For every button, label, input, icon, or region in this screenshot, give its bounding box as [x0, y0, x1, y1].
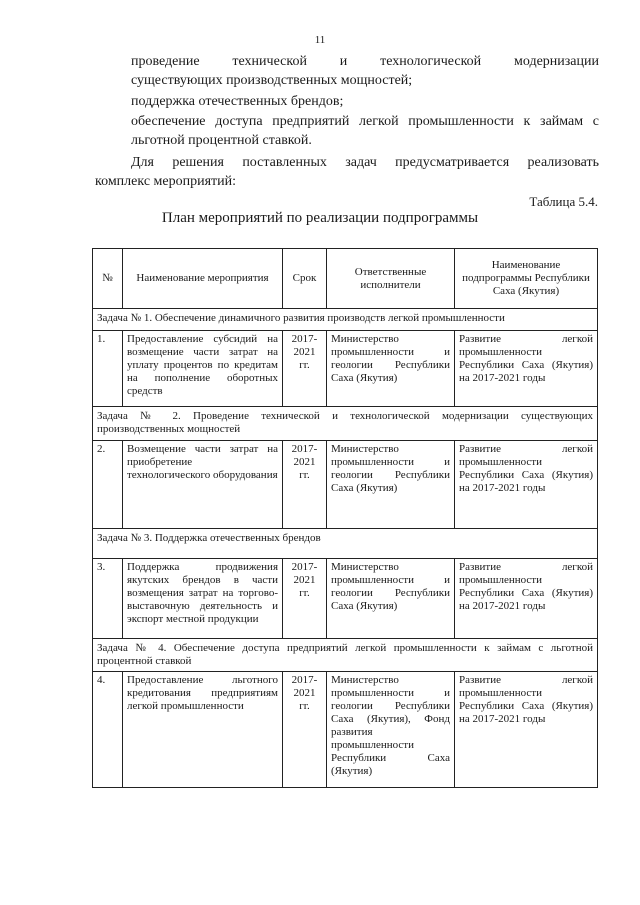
row-4-exec: Министерство промышленности и геологии Республики Саха (Якутия), Фонд развития промышленности Республики Саха (Якутия) — [327, 672, 455, 788]
intro-line-5: льготной процентной ставкой. — [131, 133, 312, 148]
table-row — [93, 441, 598, 529]
row-3-term: 2017-2021 гг. — [283, 559, 327, 639]
task-row-2 — [93, 407, 598, 441]
intro-line-1: проведение технической и технологической модернизации — [131, 54, 599, 69]
row-3-name: Поддержка продвижения якутских брендов в части возмещения затрат на торгово-выставочную деятельность и экспорт местной продукции — [123, 559, 283, 639]
row-2-exec: Министерство промышленности и геологии Республики Саха (Якутия) — [327, 441, 455, 529]
row-4-sub: Развитие легкой промышленности Республики Саха (Якутия) на 2017-2021 годы — [455, 672, 598, 788]
row-2-term: 2017-2021 гг. — [283, 441, 327, 529]
task-row-3 — [93, 529, 598, 559]
page-number: 11 — [314, 34, 326, 46]
plan-table — [92, 248, 598, 788]
header-term: Срок — [283, 249, 327, 309]
row-1-num: 1. — [93, 331, 123, 407]
table-title: План мероприятий по реализации подпрограммы — [161, 210, 479, 226]
task-1-text: Задача № 1. Обеспечение динамичного развития производств легкой промышленности — [93, 309, 598, 331]
row-1-sub: Развитие легкой промышленности Республики Саха (Якутия) на 2017-2021 годы — [455, 331, 598, 407]
task-row-4 — [93, 639, 598, 672]
table-header-row — [93, 249, 598, 309]
table-row — [93, 559, 598, 639]
intro-line-2: существующих производственных мощностей; — [131, 73, 413, 88]
task-3-text: Задача № 3. Поддержка отечественных брендов — [93, 529, 598, 559]
row-2-sub: Развитие легкой промышленности Республики Саха (Якутия) на 2017-2021 годы — [455, 441, 598, 529]
row-4-num: 4. — [93, 672, 123, 788]
row-3-exec: Министерство промышленности и геологии Республики Саха (Якутия) — [327, 559, 455, 639]
header-sub: Наименование подпрограммы Республики Саха (Якутия) — [455, 249, 598, 309]
intro-line-3: поддержка отечественных брендов; — [131, 94, 344, 109]
table-row — [93, 672, 598, 788]
row-3-sub: Развитие легкой промышленности Республики Саха (Якутия) на 2017-2021 годы — [455, 559, 598, 639]
row-4-name: Предоставление льготного кредитования предприятиям легкой промышленности — [123, 672, 283, 788]
task-row-1 — [93, 309, 598, 331]
header-num: № — [93, 249, 123, 309]
row-1-term: 2017-2021 гг. — [283, 331, 327, 407]
intro-line-4: обеспечение доступа предприятий легкой промышленности к займам с — [131, 114, 599, 129]
header-name: Наименование мероприятия — [123, 249, 283, 309]
row-4-term: 2017-2021 гг. — [283, 672, 327, 788]
row-3-num: 3. — [93, 559, 123, 639]
intro-line-7: комплекс мероприятий: — [95, 174, 237, 189]
task-2-text: Задача № 2. Проведение технической и технологической модернизации существующих производственных мощностей — [93, 407, 598, 441]
row-1-name: Предоставление субсидий на возмещение части затрат на уплату процентов по кредитам на пополнение оборотных средств — [123, 331, 283, 407]
row-1-exec: Министерство промышленности и геологии Республики Саха (Якутия) — [327, 331, 455, 407]
table-row — [93, 331, 598, 407]
task-4-text: Задача № 4. Обеспечение доступа предприятий легкой промышленности к займам с льготной процентной ставкой — [93, 639, 598, 672]
header-exec: Ответственные исполнители — [327, 249, 455, 309]
intro-line-6: Для решения поставленных задач предусматривается реализовать — [131, 155, 599, 170]
row-2-num: 2. — [93, 441, 123, 529]
table-caption: Таблица 5.4. — [529, 194, 598, 209]
row-2-name: Возмещение части затрат на приобретение технологического оборудования — [123, 441, 283, 529]
